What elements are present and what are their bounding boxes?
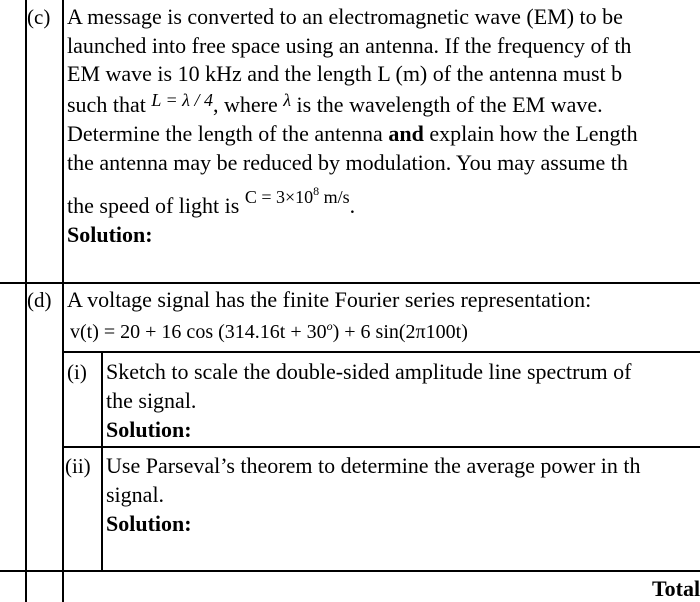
part-c-line-7-a: the speed of light is bbox=[67, 193, 240, 218]
part-c-line-4-b: , where bbox=[212, 92, 278, 117]
speed-formula-b: m/s bbox=[323, 187, 350, 207]
part-c-line-5-bold: and bbox=[388, 121, 424, 146]
speed-of-light-formula bbox=[244, 184, 350, 207]
part-d-label: (d) bbox=[27, 288, 52, 312]
part-i-solution-label: Solution: bbox=[106, 417, 192, 442]
table-border-label-column bbox=[62, 0, 64, 602]
part-i-label: (i) bbox=[67, 360, 87, 384]
part-c-line-6: the antenna may be reduced by modulation. You may assume th bbox=[67, 150, 628, 175]
part-c-line-5 bbox=[67, 121, 638, 147]
speed-formula-a: C = 3×10 bbox=[244, 187, 314, 207]
fourier-series-equation bbox=[70, 319, 468, 347]
part-d-line-1: A voltage signal has the finite Fourier series representation: bbox=[67, 287, 592, 312]
part-c-line-1: A message is converted to an electromagnetic wave (EM) to be bbox=[67, 4, 623, 29]
part-i-line-1: Sketch to scale the double-sided amplitude line spectrum of bbox=[106, 359, 632, 384]
part-ii-label: (ii) bbox=[65, 454, 91, 478]
part-c-line-4-a: such that bbox=[67, 92, 146, 117]
total-label: Total bbox=[652, 576, 700, 601]
row-divider-ii-total bbox=[0, 570, 700, 572]
antenna-length-formula: L = λ / 4 bbox=[151, 90, 213, 110]
table-border-sublabel-column bbox=[101, 352, 103, 572]
equation-degree: o bbox=[326, 319, 333, 333]
part-c-line-5-b: explain how the Length bbox=[429, 121, 638, 146]
part-c-line-4-c: is the wavelength of the EM wave. bbox=[296, 92, 603, 117]
lambda-symbol: λ bbox=[283, 90, 292, 110]
part-c-line-4 bbox=[67, 92, 603, 119]
part-ii-line-2: signal. bbox=[106, 482, 165, 507]
part-c-line-7-end: . bbox=[349, 193, 356, 218]
equation-part-a: v(t) = 20 + 16 cos (314.16t + 30 bbox=[70, 321, 327, 343]
speed-exponent: 8 bbox=[313, 184, 320, 198]
row-divider-i-ii bbox=[62, 446, 700, 448]
row-divider-d-i bbox=[62, 351, 700, 353]
equation-part-b: ) + 6 sin(2π100t) bbox=[332, 321, 468, 343]
part-c-label: (c) bbox=[27, 5, 51, 29]
part-i-line-2: the signal. bbox=[106, 388, 197, 413]
part-c-line-7 bbox=[67, 184, 356, 222]
part-ii-solution-label: Solution: bbox=[106, 511, 192, 536]
part-ii-line-1: Use Parseval’s theorem to determine the average power in th bbox=[106, 453, 641, 478]
part-c-solution-label: Solution: bbox=[67, 222, 153, 247]
row-divider-c-d bbox=[0, 282, 700, 284]
part-c-line-2: launched into free space using an antenna. If the frequency of th bbox=[67, 33, 632, 58]
part-c-line-5-a: Determine the length of the antenna bbox=[67, 121, 383, 146]
part-c-line-3: EM wave is 10 kHz and the length L (m) of the antenna must b bbox=[67, 61, 623, 86]
